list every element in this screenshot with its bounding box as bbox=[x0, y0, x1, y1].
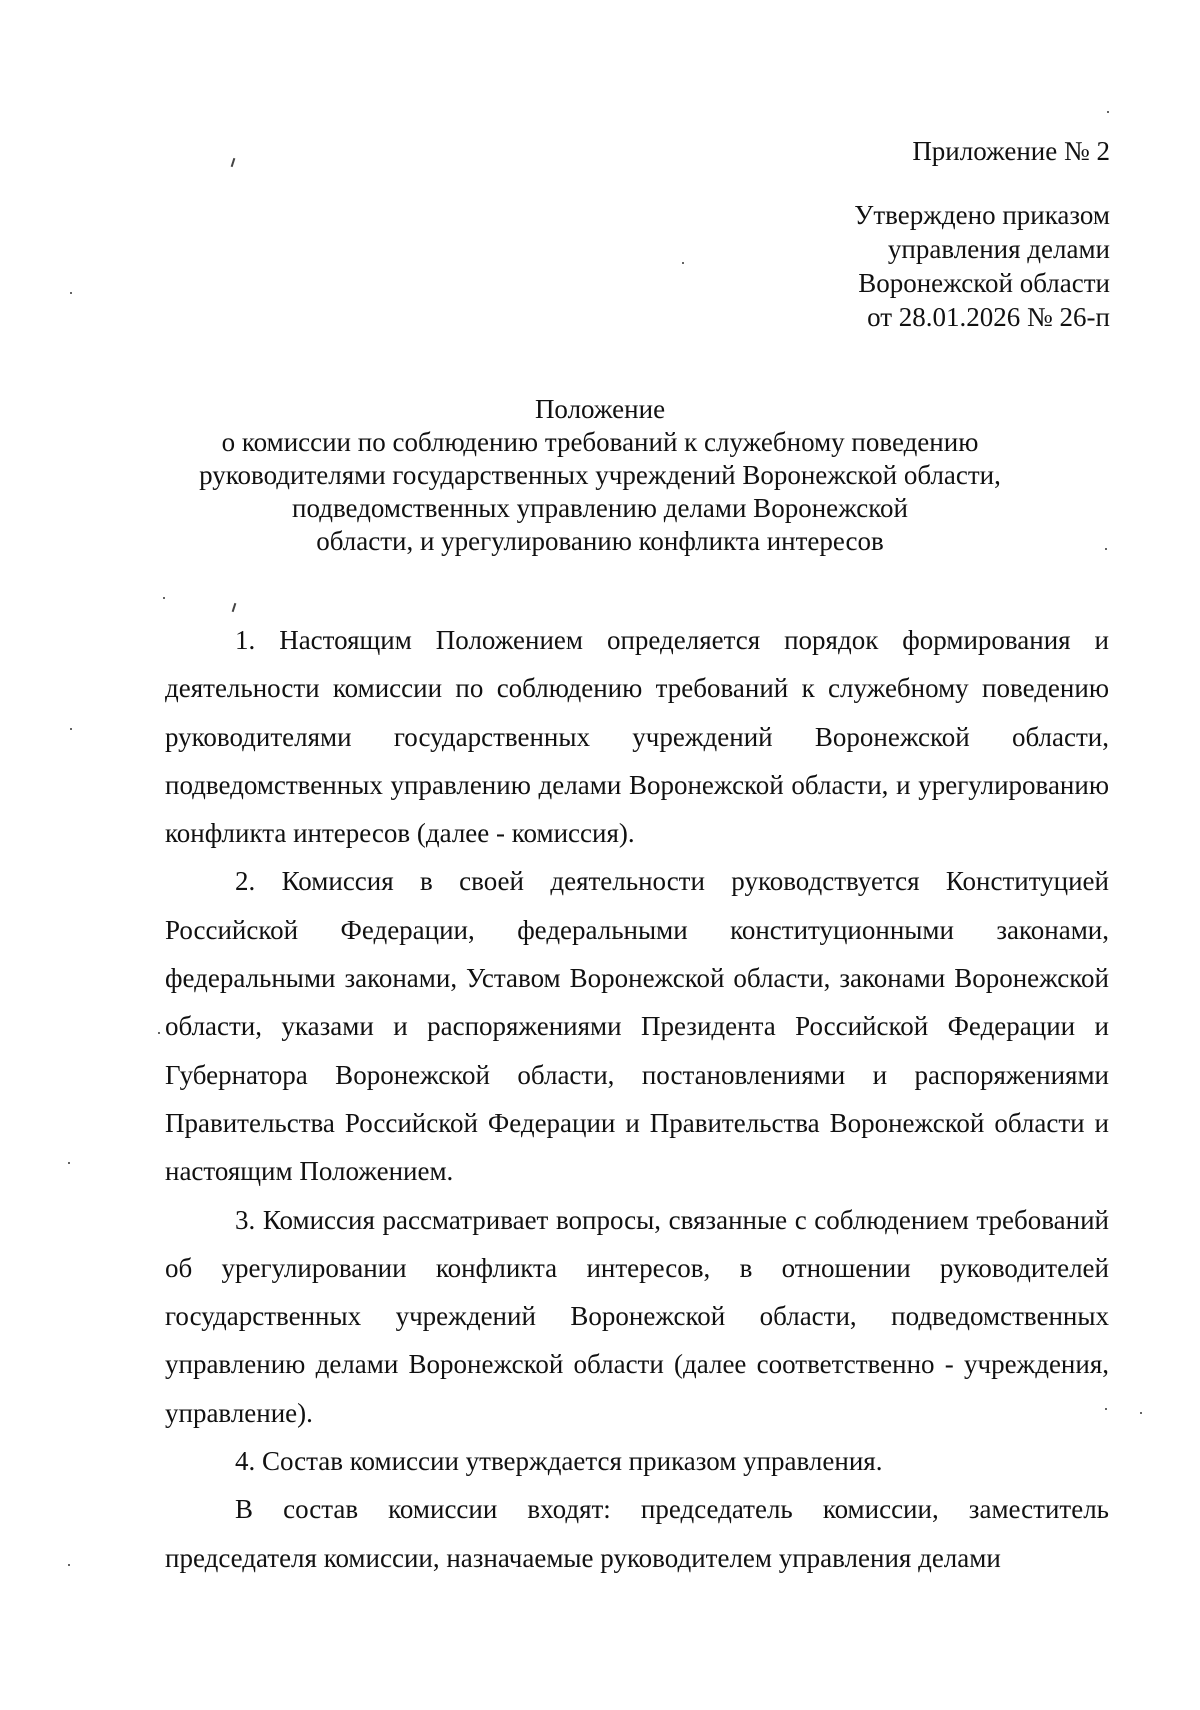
approval-line: управления делами bbox=[887, 234, 1110, 264]
paragraph-2: 2. Комиссия в своей деятельности руководствуется Конституцией Российской Федерации, федеральными конституционными законами, федеральными законами, Уставом Воронежской области, законами Воронежской области, указами и распоряжениями Президента Российской Федерации и Губернатора Воронежской области, постановлениями и распоряжениями Правительства Российской Федерации и Правительства Воронежской области и настоящим Положением. bbox=[165, 866, 1109, 1187]
document-body bbox=[165, 616, 1109, 1582]
annex-number: Приложение № 2 bbox=[912, 136, 1110, 166]
scan-artifact bbox=[1140, 1412, 1142, 1414]
approval-line: Утверждено приказом bbox=[854, 200, 1110, 230]
scan-artifact bbox=[68, 1564, 70, 1566]
title-line: Положение bbox=[534, 394, 666, 424]
paragraph-3: 3. Комиссия рассматривает вопросы, связанные с соблюдением требований об урегулировании конфликта интересов, в отношении руководителей государственных учреждений Воронежской области, подведомственных управлению делами Воронежской области (далее соответственно - учреждения, управление). bbox=[165, 1204, 1109, 1428]
scan-artifact bbox=[163, 597, 165, 599]
document-title bbox=[150, 393, 1050, 558]
scan-artifact bbox=[682, 262, 684, 264]
scan-artifact bbox=[70, 728, 72, 730]
scan-artifact bbox=[68, 1162, 70, 1164]
paragraph-5: В состав комиссии входят: председатель комиссии, заместитель председателя комиссии, назначаемые руководителем управления делами bbox=[165, 1494, 1109, 1573]
scan-artifact bbox=[70, 292, 72, 294]
scan-artifact bbox=[158, 1032, 160, 1034]
scan-artifact bbox=[232, 603, 237, 612]
title-line: руководителями государственных учреждений Воронежской области, bbox=[199, 460, 1001, 490]
title-line: подведомственных управлению делами Воронежской bbox=[292, 493, 908, 523]
approval-line: Воронежской области bbox=[858, 268, 1110, 298]
paragraph-1: 1. Настоящим Положением определяется порядок формирования и деятельности комиссии по соблюдению требований к служебному поведению руководителями государственных учреждений Воронежской области, подведомственных управлению делами Воронежской области, и урегулированию конфликта интересов (далее - комиссия). bbox=[165, 625, 1109, 849]
title-line: области, и урегулированию конфликта интересов bbox=[316, 526, 884, 556]
approval-header bbox=[854, 134, 1110, 334]
scan-artifact bbox=[1107, 111, 1109, 113]
approval-line: от 28.01.2026 № 26-п bbox=[867, 302, 1110, 332]
paragraph-4: 4. Состав комиссии утверждается приказом управления. bbox=[235, 1446, 883, 1477]
title-line: о комиссии по соблюдению требований к служебному поведению bbox=[221, 427, 979, 457]
scan-artifact bbox=[1105, 1408, 1107, 1410]
scan-artifact bbox=[1105, 548, 1107, 550]
scan-artifact bbox=[231, 158, 236, 167]
